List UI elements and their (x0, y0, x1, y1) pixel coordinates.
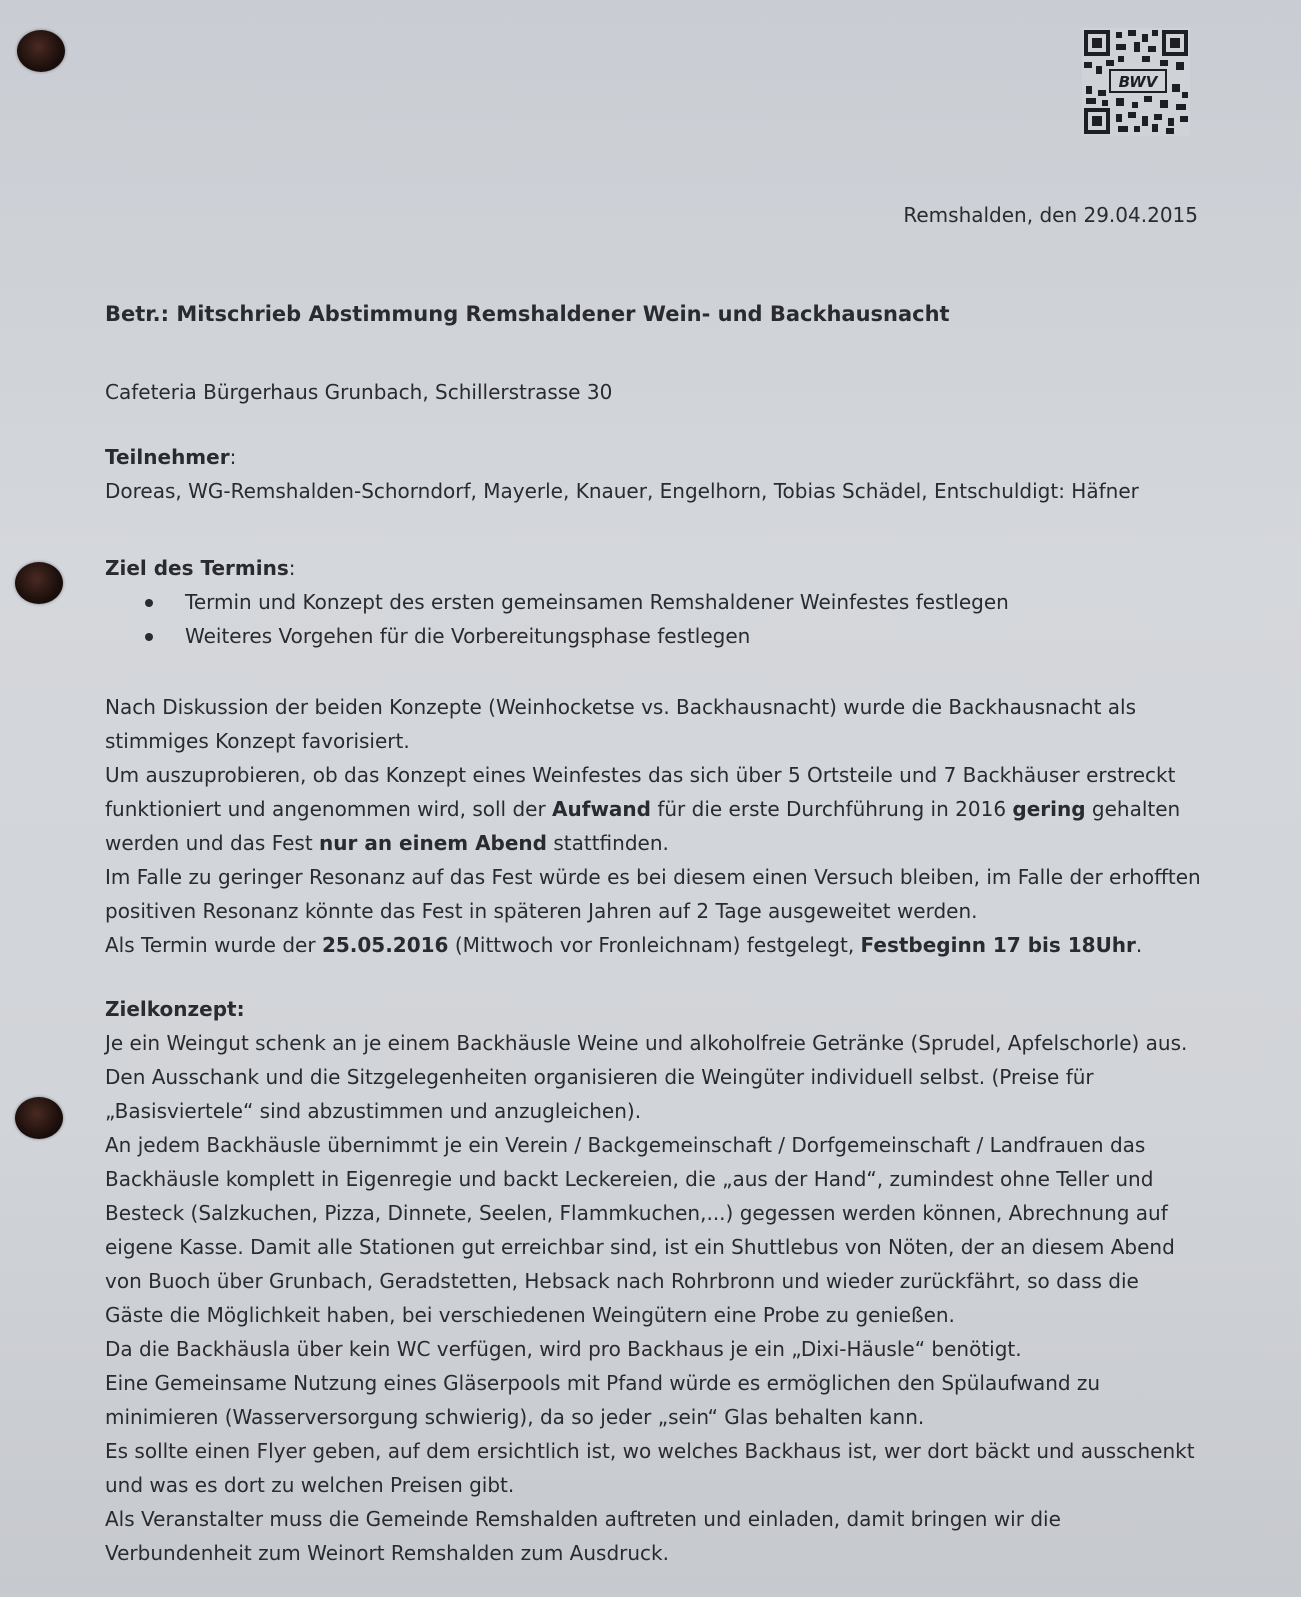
text-run: werden und das Fest (105, 831, 320, 855)
text-run: Als Termin wurde der (105, 933, 322, 957)
text-run: gehalten (1085, 797, 1181, 821)
punch-hole-middle (15, 562, 63, 604)
goal-bullet-list (105, 585, 1205, 653)
concept-section (105, 992, 1205, 1570)
document-date: Remshalden, den 29.04.2015 (903, 203, 1198, 227)
text-line (105, 826, 1205, 860)
goal-bullet: Termin und Konzept des ersten gemeinsamen Remshaldener Weinfestes festlegen (105, 585, 1205, 619)
text-line: Besteck (Salzkuchen, Pizza, Dinnete, Seelen, Flammkuchen,...) gegessen werden können, Abrechnung auf (105, 1201, 1168, 1225)
participants-list: Doreas, WG-Remshalden-Schorndorf, Mayerle, Knauer, Engelhorn, Tobias Schädel, Entschuldigt: Häfner (105, 479, 1139, 503)
text-line: stimmiges Konzept favorisiert. (105, 729, 410, 753)
qr-code (1082, 28, 1190, 136)
punch-hole-top (17, 30, 65, 72)
meeting-location: Cafeteria Bürgerhaus Grunbach, Schillerstrasse 30 (105, 380, 613, 404)
text-run: für die erste Durchführung in 2016 (650, 797, 1013, 821)
goal-section (105, 551, 1205, 653)
text-line: Den Ausschank und die Sitzgelegenheiten organisieren die Weingüter individuell selbst. (Preise für (105, 1065, 1094, 1089)
text-line: Eine Gemeinsame Nutzung eines Gläserpools mit Pfand würde es ermöglichen den Spülaufwand zu (105, 1371, 1101, 1395)
concept-heading: Zielkonzept: (105, 997, 245, 1021)
text-line (105, 792, 1205, 826)
bold-run: nur an einem Abend (319, 831, 547, 855)
text-line: Gäste die Möglichkeit haben, bei verschiedenen Weingütern eine Probe zu genießen. (105, 1303, 955, 1327)
text-line: und was es dort zu welchen Preisen gibt. (105, 1473, 515, 1497)
text-line: An jedem Backhäusle übernimmt je ein Verein / Backgemeinschaft / Dorfgemeinschaft / Landfrauen das (105, 1133, 1146, 1157)
text-line: Je ein Weingut schenk an je einem Backhäusle Weine und alkoholfreie Getränke (Sprudel, Apfelschorle) aus. (105, 1031, 1188, 1055)
text-line: „Basisviertele“ sind abzustimmen und anzugleichen). (105, 1099, 642, 1123)
text-line: minimieren (Wasserversorgung schwierig), da so jeder „sein“ Glas behalten kann. (105, 1405, 925, 1429)
punch-hole-bottom (15, 1097, 63, 1139)
participants-section (105, 440, 1205, 508)
text-line: von Buoch über Grunbach, Geradstetten, Hebsack nach Rohrbronn und wieder zurückfährt, so dass die (105, 1269, 1139, 1293)
bold-run: Aufwand (552, 797, 651, 821)
text-run: funktioniert und angenommen wird, soll der (105, 797, 553, 821)
bold-run: 25.05.2016 (321, 933, 449, 957)
text-run: . (1135, 933, 1143, 957)
document-subject: Betr.: Mitschrieb Abstimmung Remshaldener Wein- und Backhausnacht (105, 302, 950, 326)
text-line: eigene Kasse. Damit alle Stationen gut erreichbar sind, ist ein Shuttlebus von Nöten, der an diesem Abend (105, 1235, 1175, 1259)
text-line: Nach Diskussion der beiden Konzepte (Weinhocketse vs. Backhausnacht) wurde die Backhausnacht als (105, 695, 1137, 719)
text-line (105, 928, 1205, 962)
text-line: Da die Backhäusla über kein WC verfügen, wird pro Backhaus je ein „Dixi-Häusle“ benötigt. (105, 1337, 1022, 1361)
text-run: (Mittwoch vor Fronleichnam) festgelegt, (448, 933, 861, 957)
text-line: positiven Resonanz könnte das Fest in späteren Jahren auf 2 Tage ausgeweitet werden. (105, 899, 978, 923)
text-line: Es sollte einen Flyer geben, auf dem ersichtlich ist, wo welches Backhaus ist, wer dort bäckt und ausschenkt (105, 1439, 1195, 1463)
goal-heading-colon: : (288, 556, 296, 580)
text-line: Verbundenheit zum Weinort Remshalden zum Ausdruck. (105, 1541, 669, 1565)
discussion-paragraph (105, 690, 1205, 962)
text-line: Als Veranstalter muss die Gemeinde Remshalden auftreten und einladen, damit bringen wir die (105, 1507, 1061, 1531)
participants-heading: Teilnehmer (105, 445, 230, 469)
bold-run: Festbeginn 17 bis 18Uhr (860, 933, 1136, 957)
bold-run: gering (1012, 797, 1086, 821)
text-line: Im Falle zu geringer Resonanz auf das Fest würde es bei diesem einen Versuch bleiben, im Falle der erhofften (105, 865, 1201, 889)
goal-bullet: Weiteres Vorgehen für die Vorbereitungsphase festlegen (105, 619, 1205, 653)
text-line: Backhäusle komplett in Eigenregie und backt Leckereien, die „aus der Hand“, zumindest ohne Teller und (105, 1167, 1154, 1191)
qr-label: BWV (1118, 73, 1158, 91)
text-line: Um auszuprobieren, ob das Konzept eines Weinfestes das sich über 5 Ortsteile und 7 Backhäuser erstreckt (105, 763, 1176, 787)
text-run: stattfinden. (547, 831, 669, 855)
participants-heading-colon: : (229, 445, 237, 469)
goal-heading: Ziel des Termins (105, 556, 289, 580)
